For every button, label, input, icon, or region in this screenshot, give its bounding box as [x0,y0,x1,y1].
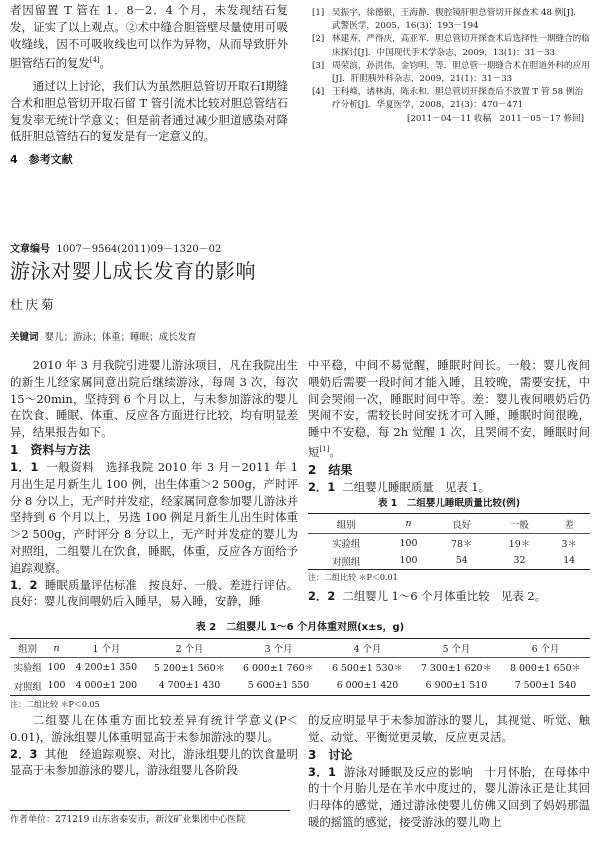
table-cell: 78＊ [451,539,473,551]
table-row [10,677,590,696]
table-header: 良好 [452,519,472,531]
table-header: n [405,518,412,530]
table-header-row [308,514,590,534]
table-cell: 实验组 [332,539,361,551]
table-header: 5 个月 [442,644,471,655]
section-3-1: 3．1 游泳对睡眠及反应的影响 十月怀胎，在母体中的十个月胎儿是在羊水中度过的，婴儿游泳正是让其回归母体的感觉，通过游泳使婴儿仿佛又回到了妈妈那温暖的摇篮的感觉，接受游泳的婴儿吻上 [308,764,590,829]
table-header: 2 个月 [175,644,204,655]
bottom-right-column [308,712,590,850]
table-cell: 8 000±1 650＊ [510,663,581,675]
table-header: n [53,642,60,654]
top-left-block [10,2,288,168]
continued-paragraph: 中平稳，中间不易觉醒，睡眠时间长。一般：婴儿夜间喂奶后需要一段时间才能入睡，且较晚，需要安抚，中间会哭闹一次，睡眠时间中等。差：婴儿夜间喂奶后仍哭闹不安，需较长时间安抚才可入睡，睡眠时间很晚，睡中不安稳，每 2h 觉醒 1 次，且哭闹不安，睡眠时间短[1]。 [308,358,590,459]
reference-item: [3] 周荣滨，孙洪伟，金钧明，等．胆总管一期缝合术在胆道外科的应用[J]．肝胆胰外科杂志，2009，21(1)：31－33 [312,60,590,85]
footnote-rule [10,810,290,811]
section-1-2: 1．2 睡眠质量评估标准 按良好、一般、差进行评估。良好：婴儿夜间喂奶后入睡早，易入睡，安静，睡 [10,577,298,609]
table-header-row [10,639,590,658]
table-cell: 4 000±1 200 [75,680,138,692]
table-cell: 4 700±1 430 [158,680,221,692]
section-heading-discussion: 3 讨论 [308,747,353,762]
table-cell: 54 [455,555,468,567]
table-cell: 对照组 [13,681,42,693]
right-column [308,357,590,605]
table-cell: 19＊ [508,539,531,551]
table-cell: 100 [47,680,66,692]
table-header: 6 个月 [531,644,560,655]
table-cell: 100 [399,555,418,567]
weight-paragraph: 二组婴儿在体重方面比较差异有统计学意义(P＜0.01)，游泳组婴儿体重明显高于未参加游泳的婴儿。 [10,713,298,744]
table-row [308,534,590,552]
table1-note: 注：二组比较 ＊P＜0.01 [308,573,398,583]
table-cell: 32 [513,555,526,567]
table-header: 3 个月 [264,644,293,655]
keywords: 关键词 婴儿；游泳；体重；睡眠；成长发育 [10,332,197,343]
table-cell: 14 [563,555,576,567]
author-unit: 作者单位：271219 山东省泰安市，新汶矿业集团中心医院 [10,815,246,825]
reference-list [312,7,590,126]
intro-paragraph: 2010 年 3 月我院引进婴儿游泳项目，凡在我院出生的新生儿经家属同意出院后继续游泳，每周 3 次，每次 15～20min，坚持到 6 个月以上，与未参加游泳的婴儿在饮食、睡眠、体重、反应各方面进行比较，均有明显差异，结果报告如下。 [10,358,298,440]
table-cell: 7 500±1 540 [514,680,577,692]
section-2-2: 2．2 二组婴儿 1～6 个月体重比较 见表 2。 [308,589,546,604]
table-row [308,552,590,570]
table-header: 一般 [510,519,529,531]
table-cell: 5 200±1 560＊ [154,663,225,675]
table-cell: 6 000±1 420 [336,680,399,692]
table-cell: 5 600±1 550 [247,680,310,692]
table-header: 4 个月 [353,644,382,655]
table-header: 组别 [336,519,356,531]
reference-item: [2] 林建寿，严得庆，高亚军．胆总管切开探查术后选择性一期缝合的临床探讨[J]．中国现代手术学杂志，2009，13(1)：31－33 [312,34,590,58]
table1-title: 表 1 二组婴儿睡眠质量比较(例) [377,498,521,510]
table-cell: 对照组 [332,556,361,568]
left-column [10,357,298,610]
author-name: 杜庆菊 [10,297,57,312]
article-title: 游泳对婴儿成长发育的影响 [10,259,256,283]
table-cell: 6 000±1 760＊ [243,663,314,675]
section-heading-methods: 1 资料与方法 [10,442,91,457]
table-cell: 4 200±1 350 [75,661,138,673]
table-cell: 100 [47,661,66,673]
section-2-3: 2．3 其他 经追踪观察、对比，游泳组婴儿的饮食量明显高于未参加游泳的婴儿，游泳组婴儿各阶段 [10,746,298,778]
reaction-paragraph: 的反应明显早于未参加游泳的婴儿，其视觉、听觉、触觉、动觉、平衡觉更灵敏，反应更灵活。 [308,713,590,744]
table-header: 1 个月 [92,644,121,655]
table-cell: 7 300±1 620＊ [420,663,492,675]
table-cell: 6 900±1 510 [425,680,488,692]
carryover-paragraph: 者因留置 T 管在 1．8－2．4 个月，未发现结石复发，证实了以上观点。②术中缝合胆管壁尽量使用可吸收缝线，因不可吸收线也可以作为异物，从而导致肝外胆管结石的复发[4]。 [10,3,288,71]
received-date: [2011－04－11 收稿 2011－05－17 修回] [407,113,584,124]
table-cell: 6 500±1 530＊ [332,663,403,675]
table2-block [10,620,590,711]
reference-item: [4] 王科峰，诸林海，陈永和．胆总管切开探查后不放置 T 管 58 例治疗分析[J]．华夏医学，2008，21(3)：470－471 [312,87,584,111]
section-1-1: 1．1 一般资料 选择我院 2010 年 3 月－2011 年 1 月出生足月新生儿 100 例，出生体重＞2 500g，产时评分 8 分以上，无产时并发症，经家属同意参加婴儿游泳并坚持到 6 个月以上，另选 100 例足月新生儿出生时体重＞2 500g，产时评分 8 分以上，无产时并发症的婴儿为对照组，二组婴儿在饮食，睡眠，体重，反应各方面给予追踪观察。 [10,459,298,575]
section-2-1: 2．1 二组婴儿睡眠质量 见表 1。 [308,479,491,494]
conclusion-paragraph: 通过以上讨论，我们认为虽然胆总管切开取石Ⅰ期缝合术和胆总管切开取石留 T 管引流术比较对胆总管结石复发率无统计学意义；但是前者通过减少胆道感染对降低肝胆总管结石的复发是有一定意义的。 [10,78,288,144]
table2 [10,638,590,696]
table-header: 差 [564,519,574,531]
table-cell: 100 [399,537,418,549]
table-header: 组别 [18,644,38,655]
citation: [1] [319,444,330,453]
table-cell: 实验组 [13,663,42,675]
article-code: 文章编号 1007－9564(2011)09－1320－02 [10,244,222,255]
table2-note: 注：二组比较 ＊P＜0.05 [10,700,100,709]
table2-title: 表 2 二组婴儿 1～6 个月体重对照(x±s，g) [195,622,405,633]
citation: [4] [89,56,100,65]
table1 [308,513,590,570]
section-heading-results: 2 结果 [308,462,353,477]
bottom-left-column [10,712,298,779]
table-cell: 3＊ [561,539,577,551]
references-heading: 4 参考文献 [10,153,73,167]
reference-item: [1] 吴振宇，徐德银，王海静．腹腔镜肝胆总管切开探查术 48 例[J]．武警医学，2005，16(3)：193－194 [312,8,582,32]
table-row [10,658,590,677]
